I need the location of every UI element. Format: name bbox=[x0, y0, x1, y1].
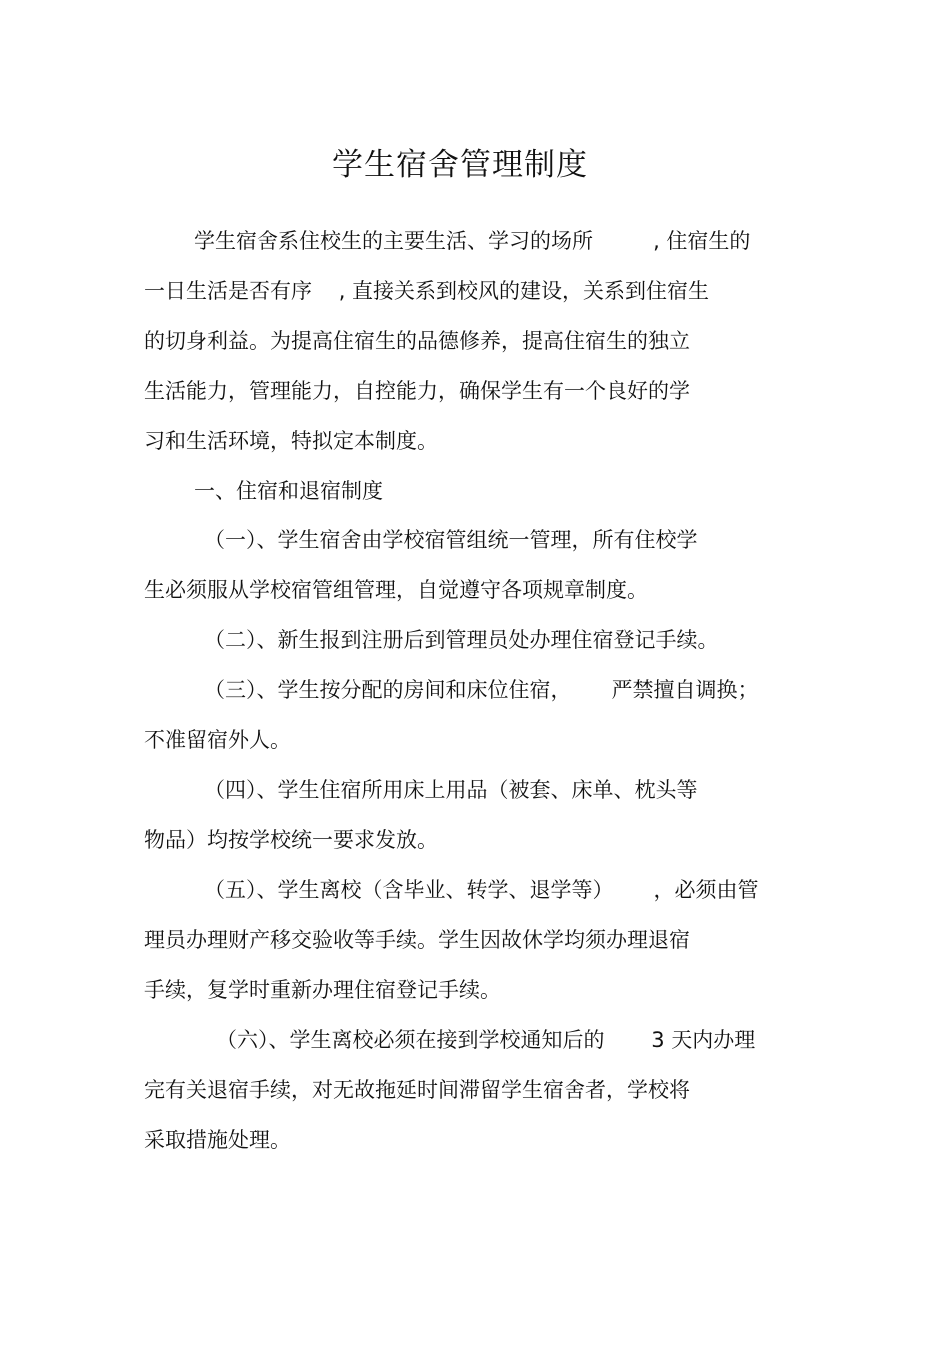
paragraph-line: （二）、新生报到注册后到管理员处办理住宿登记手续。 bbox=[204, 628, 719, 652]
paragraph-line: （一）、学生宿舍由学校宿管组统一管理，所有住校学 bbox=[204, 528, 698, 552]
paragraph-line: 不准留宿外人。 bbox=[144, 728, 291, 752]
paragraph-line: 学生宿舍系住校生的主要生活、学习的场所 , 住宿生的 bbox=[194, 229, 751, 253]
paragraph-line: 理员办理财产移交验收等手续。学生因故休学均须办理退宿 bbox=[144, 928, 690, 952]
paragraph-line: 的切身利益。为提高住宿生的品德修养，提高住宿生的独立 bbox=[144, 329, 690, 353]
paragraph-line: 习和生活环境，特拟定本制度。 bbox=[144, 429, 438, 453]
paragraph-line: 生活能力，管理能力，自控能力，确保学生有一个良好的学 bbox=[144, 379, 690, 403]
paragraph-line: （六）、学生离校必须在接到学校通知后的 3 天内办理 bbox=[216, 1028, 756, 1052]
paragraph-line: （三）、学生按分配的房间和床位住宿， 严禁擅自调换； bbox=[204, 678, 759, 702]
paragraph-line: 生必须服从学校宿管组管理，自觉遵守各项规章制度。 bbox=[144, 578, 648, 602]
paragraph-line: 手续，复学时重新办理住宿登记手续。 bbox=[144, 978, 501, 1002]
paragraph-line: 一日生活是否有序 , 直接关系到校风的建设，关系到住宿生 bbox=[144, 279, 710, 303]
paragraph-line: 物品）均按学校统一要求发放。 bbox=[144, 828, 438, 852]
paragraph-line: （四）、学生住宿所用床上用品（被套、床单、枕头等 bbox=[204, 778, 698, 802]
document-title: 学生宿舍管理制度 bbox=[332, 146, 588, 183]
paragraph-line: （五）、学生离校（含毕业、转学、退学等） ，必须由管 bbox=[204, 878, 759, 902]
paragraph-line: 完有关退宿手续，对无故拖延时间滞留学生宿舍者，学校将 bbox=[144, 1078, 690, 1102]
section-heading: 一、住宿和退宿制度 bbox=[194, 479, 383, 503]
paragraph-line: 采取措施处理。 bbox=[144, 1128, 291, 1152]
